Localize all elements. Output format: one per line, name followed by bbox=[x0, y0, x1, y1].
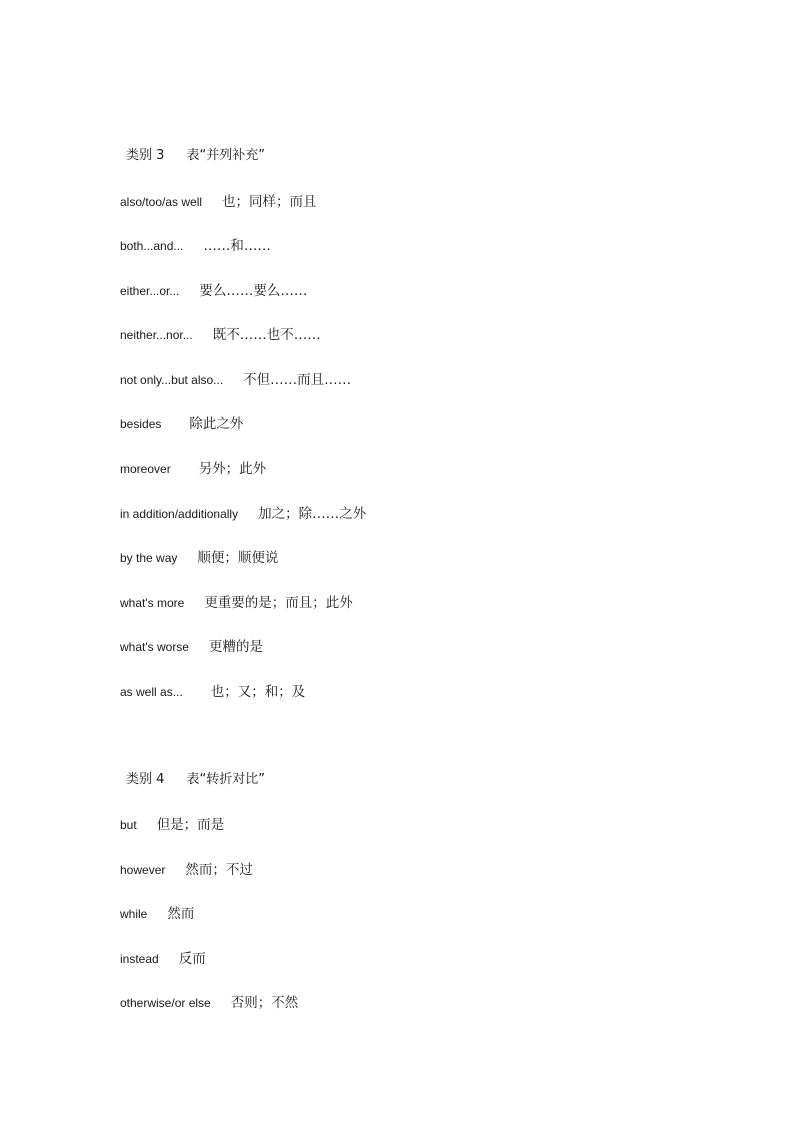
vocab-chinese: 除此之外 bbox=[189, 416, 244, 432]
vocab-chinese: ……和…… bbox=[203, 238, 271, 254]
vocab-english: as well as... bbox=[120, 685, 183, 699]
section-heading-4 bbox=[126, 771, 265, 789]
vocab-english: neither...nor... bbox=[120, 328, 193, 342]
vocab-english: instead bbox=[120, 952, 159, 966]
vocab-row bbox=[120, 459, 266, 477]
vocab-chinese: 不但……而且…… bbox=[243, 372, 352, 388]
vocab-english: in addition/additionally bbox=[120, 507, 239, 521]
vocab-row bbox=[120, 860, 253, 878]
vocab-chinese: 然而；不过 bbox=[185, 862, 253, 878]
vocab-row bbox=[120, 370, 351, 388]
vocab-english: moreover bbox=[120, 462, 171, 476]
vocab-chinese: 加之；除……之外 bbox=[258, 506, 367, 522]
vocab-chinese: 顺便；顺便说 bbox=[197, 550, 279, 566]
section-heading-3 bbox=[126, 147, 265, 165]
section-label: 类别 3 bbox=[126, 148, 165, 163]
vocab-row bbox=[120, 236, 271, 254]
vocab-english: not only...but also... bbox=[120, 373, 224, 387]
vocab-row bbox=[120, 593, 353, 611]
vocab-english: both...and... bbox=[120, 239, 184, 253]
vocab-english: by the way bbox=[120, 551, 178, 565]
vocab-english: what's more bbox=[120, 596, 185, 610]
vocab-english: otherwise/or else bbox=[120, 996, 211, 1010]
vocab-chinese: 反而 bbox=[178, 951, 206, 967]
vocab-chinese: 更糟的是 bbox=[208, 639, 263, 655]
vocab-row bbox=[120, 504, 366, 522]
vocab-chinese: 然而 bbox=[167, 906, 195, 922]
section-title: 表“转折对比” bbox=[186, 772, 266, 787]
vocab-chinese: 更重要的是；而且；此外 bbox=[204, 595, 353, 611]
vocab-chinese: 否则；不然 bbox=[230, 995, 299, 1011]
section-title: 表“并列补充” bbox=[186, 148, 266, 163]
vocab-chinese: 另外；此外 bbox=[198, 461, 267, 477]
vocab-row bbox=[120, 815, 224, 833]
vocab-english: what's worse bbox=[120, 640, 189, 654]
vocab-row bbox=[120, 548, 278, 566]
vocab-row bbox=[120, 682, 305, 700]
vocab-english: also/too/as well bbox=[120, 195, 203, 209]
vocab-row bbox=[120, 904, 194, 922]
vocab-row bbox=[120, 993, 298, 1011]
section-label: 类别 4 bbox=[126, 772, 165, 787]
vocab-chinese: 也；同样；而且 bbox=[222, 194, 317, 210]
vocab-chinese: 要么……要么…… bbox=[199, 283, 308, 299]
vocab-english: besides bbox=[120, 417, 162, 431]
vocab-row bbox=[120, 637, 263, 655]
vocab-chinese: 但是；而是 bbox=[156, 817, 225, 833]
vocab-row bbox=[120, 414, 243, 432]
vocab-english: but bbox=[120, 818, 137, 832]
vocab-row bbox=[120, 192, 317, 210]
vocab-row bbox=[120, 281, 307, 299]
vocab-chinese: 也；又；和；及 bbox=[210, 684, 306, 700]
vocab-english: either...or... bbox=[120, 284, 180, 298]
vocab-english: however bbox=[120, 863, 166, 877]
vocab-row bbox=[120, 325, 321, 343]
vocab-english: while bbox=[120, 907, 148, 921]
vocab-row bbox=[120, 949, 206, 967]
vocab-chinese: 既不……也不…… bbox=[212, 327, 321, 343]
